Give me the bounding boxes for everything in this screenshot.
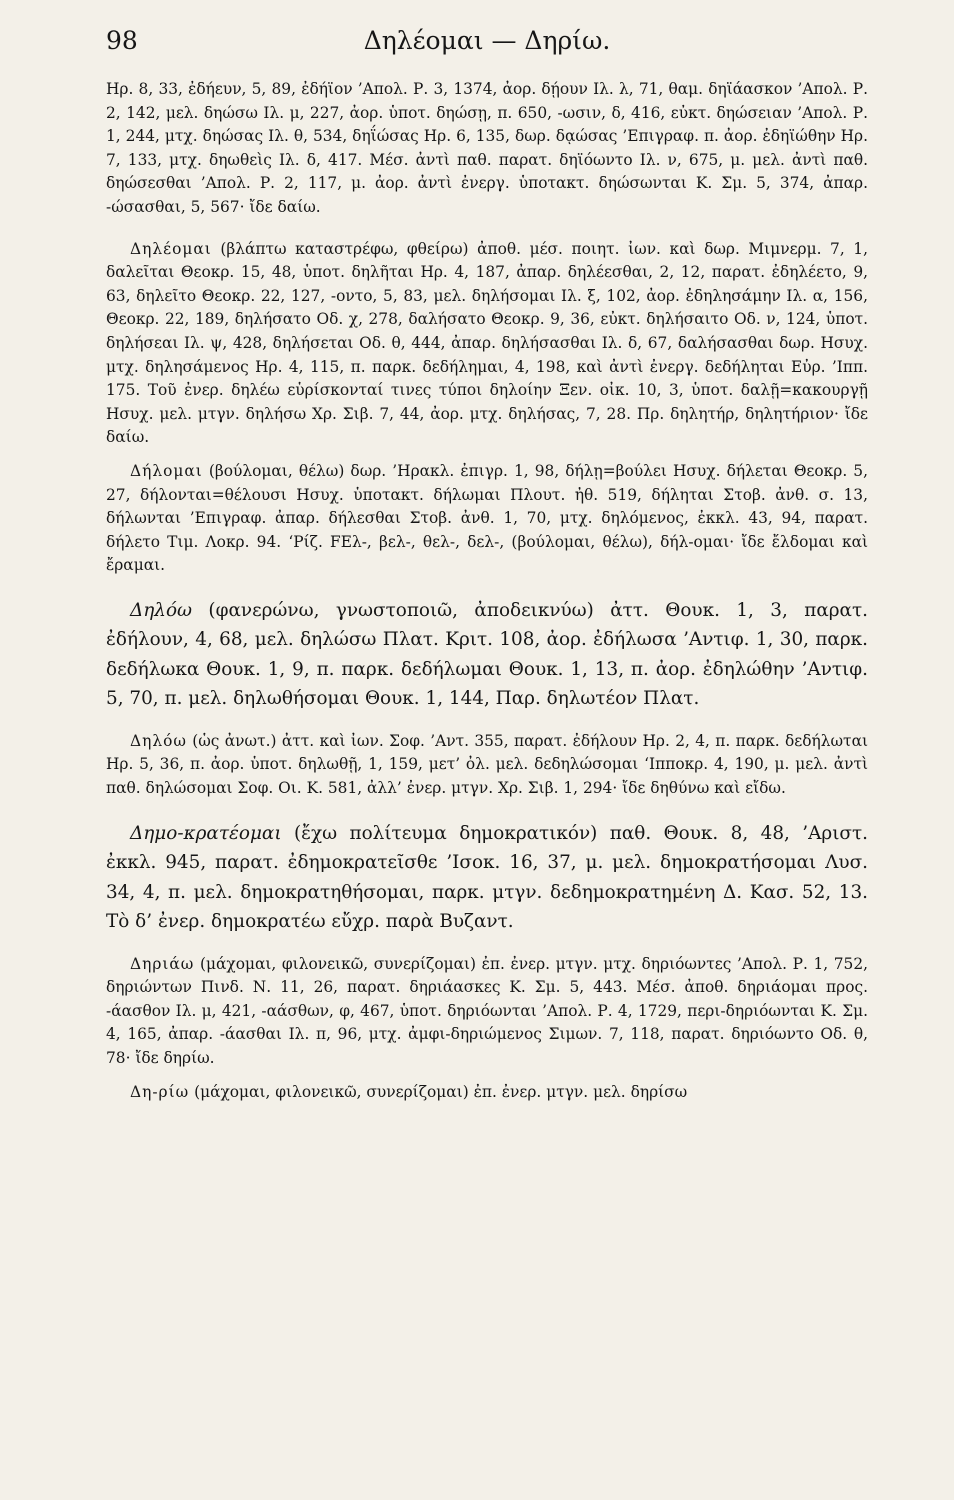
entry-headword: Δήλομαι bbox=[130, 461, 203, 480]
entry-diriao bbox=[106, 953, 868, 1071]
entry-dirio bbox=[106, 1081, 868, 1105]
entry-continuation bbox=[106, 78, 868, 220]
entry-headword: Δη-ρίω bbox=[130, 1082, 190, 1101]
entry-text: (βλάπτω καταστρέφω, φθείρω) ἀποθ. μέσ. ποιητ. ἰων. καὶ δωρ. Μιμνερμ. 7, 1, δαλεῖται Θεοκρ. 15, 48, ὑποτ. δηλῆται Ηρ. 4, 187, ἀπαρ. δηλέεσθαι, 2, 12, παρατ. ἐδηλέετο, 9, 63, δηλεῖτο Θεοκρ. 22, 127, -οντο, 5, 83, μελ. δηλήσομαι Ιλ. ξ, 102, ἀορ. ἐδηλησάμην Ιλ. α, 156, Θεοκρ. 22, 189, δηλήσατο Οδ. χ, 278, δαλήσατο Θεοκρ. 9, 36, εὐκτ. δηλήσαιτο Οδ. ν, 124, ὑποτ. δηλήσεαι Ιλ. ψ, 428, δηλήσεται Οδ. θ, 444, ἀπαρ. δηλήσασθαι Ιλ. δ, 67, δαλήσασθαι δωρ. Ησυχ. μτχ. δηλησάμενος Ηρ. 4, 115, π. παρκ. δεδήλημαι, 4, 198, καὶ ἀντὶ ἐνεργ. δεδήληται Εὐρ. ’Ιππ. 175. Τοῦ ἐνερ. δηλέω εὑρίσκονταί τινες τύποι δηλοίην Ξεν. οἰκ. 10, 3, ὑποτ. δαλῇ=κακουργῇ Ησυχ. μελ. μτγν. δηλήσω Χρ. Σιβ. 7, 44, ἀορ. μτχ. δηλήσας, 7, 28. Πρ. δηλητήρ, δηλητήριον· ἴδε δαίω. bbox=[106, 239, 868, 447]
entry-text: (ἔχω πολίτευμα δημοκρατικόν) παθ. Θουκ. 8, 48, ’Αριστ. ἐκκλ. 945, παρατ. ἐδημοκρατεῖσθε ’Ισοκ. 16, 37, μ. μελ. δημοκρατήσομαι Λυσ. 34, 4, π. μελ. δημοκρατηθήσομαι, παρκ. μτγν. δεδημοκρατημένη Δ. Κασ. 52, 13. Τὸ δ’ ἐνερ. δημοκρατέω εὔχρ. παρὰ Βυζαντ. bbox=[106, 822, 868, 933]
entry-text: (ὡς ἀνωτ.) ἀττ. καὶ ἰων. Σοφ. ’Αντ. 355, παρατ. ἐδήλουν Ηρ. 2, 4, π. παρκ. δεδήλωται Ηρ. 5, 36, π. ἀορ. ὑποτ. δηλωθῇ, 1, 159, μετ’ ὀλ. μελ. δεδηλώσομαι ‘Ιπποκρ. 4, 190, μ. μελ. ἀντὶ παθ. δηλώσομαι Σοφ. Οι. Κ. 581, ἀλλ’ ἐνερ. μτγν. Χρ. Σιβ. 1, 294· ἴδε δηθύνω καὶ εἴδω. bbox=[106, 731, 868, 798]
entries bbox=[106, 78, 868, 1104]
entry-headword: Δημο-κρατέομαι bbox=[130, 822, 282, 844]
entry-diloo-large bbox=[106, 596, 868, 714]
entry-dimokrateomai bbox=[106, 819, 868, 937]
page-header bbox=[106, 16, 868, 72]
entry-headword: Δηριάω bbox=[130, 954, 195, 973]
entry-text: Ηρ. 8, 33, ἐδήευν, 5, 89, ἐδήϊον ’Απολ. Ρ. 3, 1374, ἀορ. δῄουν Ιλ. λ, 71, θαμ. δηϊάασκον ’Απολ. Ρ. 2, 142, μελ. δηώσω Ιλ. μ, 227, ἀορ. ὑποτ. δηώσῃ, π. 650, -ωσιν, δ, 416, εὐκτ. δηώσειαν ’Απολ. Ρ. 1, 244, μτχ. δηώσας Ιλ. θ, 534, δηΐώσας Ηρ. 6, 135, δωρ. δᾳώσας ’Επιγραφ. π. ἀορ. ἐδηϊώθην Ηρ. 7, 133, μτχ. δηωθεὶς Ιλ. δ, 417. Μέσ. ἀντὶ παθ. παρατ. δηϊόωντο Ιλ. ν, 675, μ. μελ. ἀντὶ παθ. δηώσεσθαι ’Απολ. Ρ. 2, 117, μ. ἀορ. ἀντὶ ἐνεργ. ὑποτακτ. δηώσωνται Κ. Σμ. 5, 374, ἀπαρ. -ώσασθαι, 5, 567· ἴδε δαίω. bbox=[106, 80, 868, 216]
entry-text: (φανερώνω, γνωστοποιῶ, ἀποδεικνύω) ἀττ. Θουκ. 1, 3, παρατ. ἐδήλουν, 4, 68, μελ. δηλώσω Πλατ. Κριτ. 108, ἀορ. ἐδήλωσα ’Αντιφ. 1, 30, παρκ. δεδήλωκα Θουκ. 1, 9, π. παρκ. δεδήλωμαι Θουκ. 1, 13, π. ἀορ. ἐδηλώθην ’Αντιφ. 5, 70, π. μελ. δηλωθήσομαι Θουκ. 1, 144, Παρ. δηλωτέον Πλατ. bbox=[106, 599, 868, 710]
entry-text: (βούλομαι, θέλω) δωρ. ’Ηρακλ. ἐπιγρ. 1, 98, δήλῃ=βούλει Ησυχ. δήλεται Θεοκρ. 5, 27, δήλονται=θέλουσι Ησυχ. ὑποτακτ. δήλωμαι Πλουτ. ἠθ. 519, δήληται Στοβ. ἀνθ. σ. 13, δήλωνται ’Επιγραφ. ἀπαρ. δήλεσθαι Στοβ. ἀνθ. 1, 70, μτχ. δηλόμενος, ἐκκλ. 43, 94, παρατ. δήλετο Τιμ. Λοκρ. 94. ‘Ρίζ. FΕλ-, βελ-, θελ-, δελ-, (βούλομαι, θέλω), δήλ-ομαι· ἴδε ἔλδομαι καὶ ἔραμαι. bbox=[106, 461, 868, 575]
entry-text: (μάχομαι, φιλονεικῶ, συνερίζομαι) ἐπ. ἐνερ. μτγν. μελ. δηρίσω bbox=[189, 1082, 688, 1101]
entry-headword: Δηλόω bbox=[130, 599, 193, 621]
entry-diloo-small bbox=[106, 730, 868, 801]
running-head: Δηλέομαι — Δηρίω. bbox=[363, 26, 611, 55]
entry-dileomai bbox=[106, 238, 868, 450]
entry-dilomai bbox=[106, 460, 868, 578]
entry-text: (μάχομαι, φιλονεικῶ, συνερίζομαι) ἐπ. ἐνερ. μτγν. μτχ. δηριόωντες ’Απολ. Ρ. 1, 752, δηριώντων Πινδ. Ν. 11, 26, παρατ. δηριάασκες Κ. Σμ. 5, 443. Μέσ. ἀποθ. δηριάομαι προς. -άασθον Ιλ. μ, 421, -αάσθων, φ, 467, ὑποτ. δηριόωνται ’Απολ. Ρ. 4, 1729, περι-δηριόωνται Κ. Σμ. 4, 165, ἀπαρ. -άασθαι Ιλ. π, 96, μτχ. ἀμφι-δηριώμενος Σιμων. 7, 118, παρατ. δηριόωντο Οδ. θ, 78· ἴδε δηρίω. bbox=[106, 954, 868, 1068]
page-number: 98 bbox=[106, 26, 138, 55]
entry-headword: Δηλέομαι bbox=[130, 239, 212, 258]
entry-headword: Δηλόω bbox=[130, 731, 187, 750]
